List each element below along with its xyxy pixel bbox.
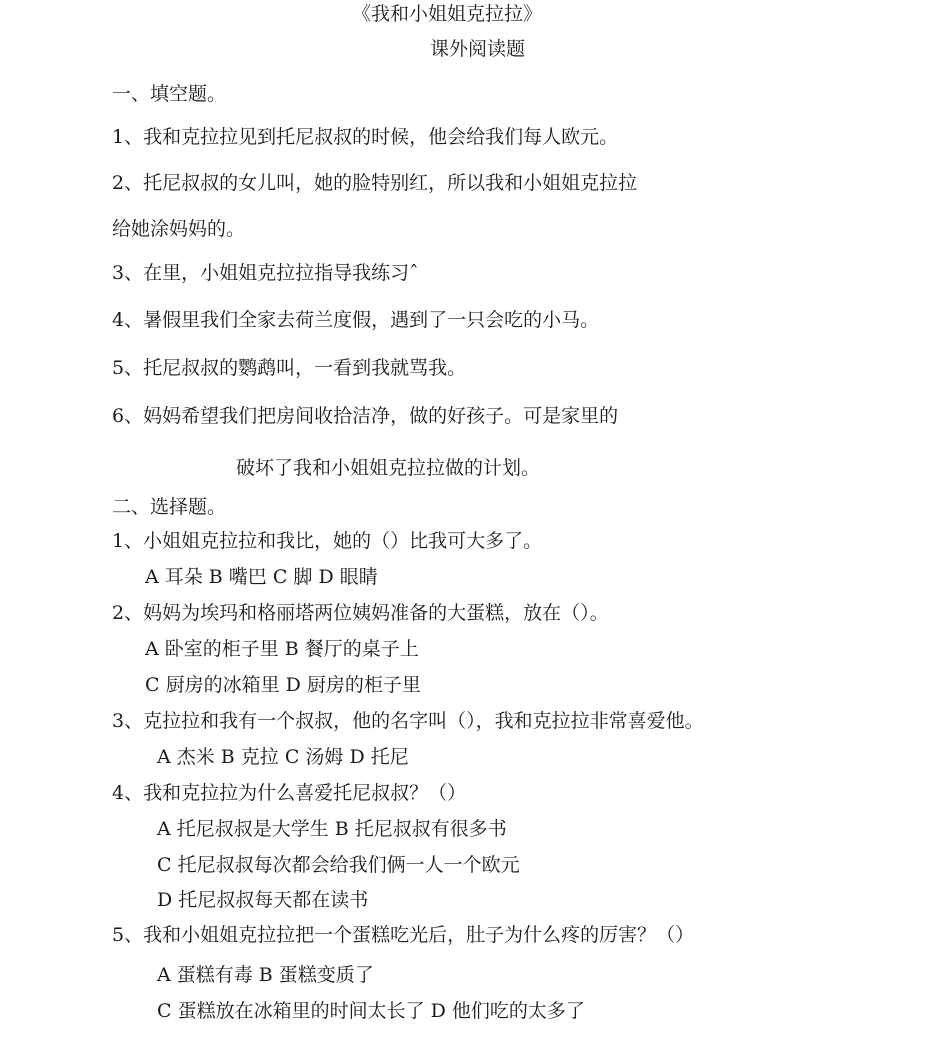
- fill-question-1: 1、我和克拉拉见到托尼叔叔的时候，他会给我们每人欧元。: [112, 126, 619, 148]
- choice-question-2: 2、妈妈为埃玛和格丽塔两位姨妈准备的大蛋糕，放在（）。: [112, 602, 609, 624]
- fill-question-6-line-2: 破坏了我和小姐姐克拉拉做的计划。: [236, 457, 541, 479]
- choice-question-2-options-line-1: A 卧室的柜子里 B 餐厅的桌子上: [145, 638, 419, 660]
- choice-question-3: 3、克拉拉和我有一个叔叔，他的名字叫（），我和克拉拉非常喜爱他。: [112, 710, 704, 732]
- choice-question-4: 4、我和克拉拉为什么喜爱托尼叔叔？（）: [112, 782, 467, 804]
- section-heading-multiple-choice: 二、选择题。: [112, 496, 227, 518]
- document-title: 《我和小姐姐克拉拉》: [352, 3, 543, 25]
- choice-question-5-options-line-1: A 蛋糕有毒 B 蛋糕变质了: [157, 964, 374, 986]
- fill-question-6-line-1: 6、妈妈希望我们把房间收拾洁净，做的好孩子。可是家里的: [112, 405, 619, 427]
- section-heading-fill-blank: 一、填空题。: [112, 83, 227, 105]
- choice-question-4-options-line-3: D 托尼叔叔每天都在读书: [157, 889, 369, 911]
- choice-question-4-options-line-2: C 托尼叔叔每次都会给我们俩一人一个欧元: [157, 854, 520, 876]
- fill-question-5: 5、托尼叔叔的鹦鹉叫，一看到我就骂我。: [112, 357, 467, 379]
- choice-question-2-options-line-2: C 厨房的冰箱里 D 厨房的柜子里: [145, 674, 421, 696]
- fill-question-2-line-1: 2、托尼叔叔的女儿叫，她的脸特别红，所以我和小姐姐克拉拉: [112, 172, 638, 194]
- choice-question-3-options: A 杰米 B 克拉 C 汤姆 D 托尼: [157, 746, 409, 768]
- fill-question-3: 3、在里，小姐姐克拉拉指导我练习ˆ: [112, 262, 419, 284]
- choice-question-1: 1、小姐姐克拉拉和我比，她的（）比我可大多了。: [112, 530, 543, 552]
- choice-question-4-options-line-1: A 托尼叔叔是大学生 B 托尼叔叔有很多书: [157, 818, 507, 840]
- fill-question-4: 4、暑假里我们全家去荷兰度假，遇到了一只会吃的小马。: [112, 309, 600, 331]
- choice-question-5: 5、我和小姐姐克拉拉把一个蛋糕吃光后，肚子为什么疼的厉害？（）: [112, 924, 695, 946]
- choice-question-5-options-line-2: C 蛋糕放在冰箱里的时间太长了 D 他们吃的太多了: [157, 1000, 585, 1022]
- fill-question-2-line-2: 给她涂妈妈的。: [112, 218, 246, 240]
- document-subtitle: 课外阅读题: [430, 38, 526, 60]
- choice-question-1-options: A 耳朵 B 嘴巴 C 脚 D 眼睛: [145, 566, 378, 588]
